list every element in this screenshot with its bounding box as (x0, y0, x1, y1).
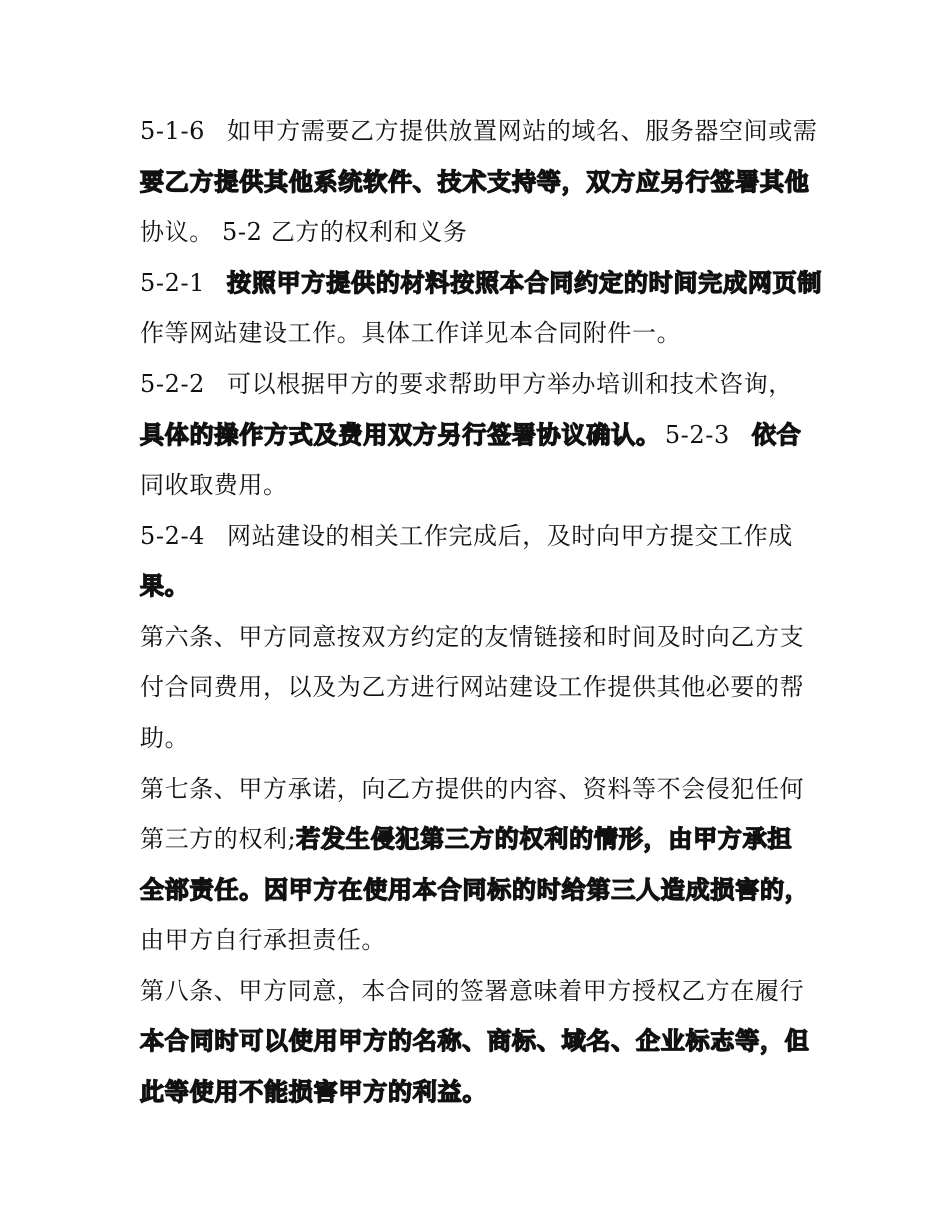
article-7-text: 全部责任。因甲方在使用本合同标的时给第三人造成损害的， (140, 876, 810, 904)
article-6-text: 第六条、甲方同意按双方约定的友情链接和时间及时向乙方支 (140, 623, 805, 651)
clause-text: 具体的操作方式及费用双方另行签署协议确认。 (140, 421, 661, 449)
clause-number-5-2-1: 5-2-1 (140, 269, 206, 297)
text-line-4 (140, 266, 823, 300)
text-line-17 (140, 923, 820, 957)
clause-number-5-2-4: 5-2-4 (140, 522, 206, 550)
text-line-8 (140, 468, 820, 502)
clause-text: 果。 (140, 572, 190, 600)
text-line-10 (140, 569, 820, 603)
text-line-7 (140, 418, 820, 452)
clause-number-5-1-6: 5-1-6 (140, 117, 206, 145)
text-line-2 (140, 165, 820, 199)
text-line-19 (140, 1024, 820, 1058)
text-line-9 (140, 519, 820, 553)
clause-text: 同收取费用。 (140, 471, 288, 499)
article-6-text: 付合同费用，以及为乙方进行网站建设工作提供其他必要的帮 (140, 673, 805, 701)
clause-text: 可以根据甲方的要求帮助甲方举办培训和技术咨询， (227, 370, 793, 398)
article-7-text: 第七条、甲方承诺，向乙方提供的内容、资料等不会侵犯任何 (140, 775, 805, 803)
clause-number-5-2-2: 5-2-2 (140, 370, 206, 398)
text-line-6 (140, 367, 820, 401)
article-7-text: 由甲方自行承担责任。 (140, 926, 386, 954)
text-line-16 (140, 873, 820, 907)
text-line-11 (140, 620, 820, 654)
text-line-18 (140, 974, 820, 1008)
text-line-15 (140, 822, 820, 856)
clause-text: 协议。 5-2 乙方的权利和义务 (140, 218, 468, 246)
clause-text: 如甲方需要乙方提供放置网站的域名、服务器空间或需 (227, 117, 818, 145)
article-6-text: 助。 (140, 724, 190, 752)
text-line-14 (140, 772, 820, 806)
article-7-text: 第三方的权利; (140, 825, 297, 853)
clause-text: 要乙方提供其他系统软件、技术支持等，双方应另行签署其他 (140, 168, 810, 196)
article-8-text: 第八条、甲方同意，本合同的签署意味着甲方授权乙方在履行 (140, 977, 805, 1005)
clause-text: 网站建设的相关工作完成后，及时向甲方提交工作成 (227, 522, 793, 550)
clause-text: 依合 (751, 421, 802, 449)
article-8-text: 本合同时可以使用甲方的名称、商标、域名、企业标志等，但 (140, 1027, 810, 1055)
text-line-3 (140, 215, 820, 249)
text-line-1 (140, 114, 820, 148)
article-7-text: 若发生侵犯第三方的权利的情形，由甲方承担 (296, 825, 793, 853)
article-8-text: 此等使用不能损害甲方的利益。 (140, 1078, 488, 1106)
text-line-20 (140, 1075, 820, 1109)
clause-number-5-2-3: 5-2-3 (664, 421, 730, 449)
text-line-12 (140, 670, 820, 704)
text-line-13 (140, 721, 820, 755)
text-line-5 (140, 316, 820, 350)
clause-text: 作等网站建设工作。具体工作详见本合同附件一。 (140, 319, 682, 347)
clause-text: 按照甲方提供的材料按照本合同约定的时间完成网页制 (227, 269, 823, 297)
